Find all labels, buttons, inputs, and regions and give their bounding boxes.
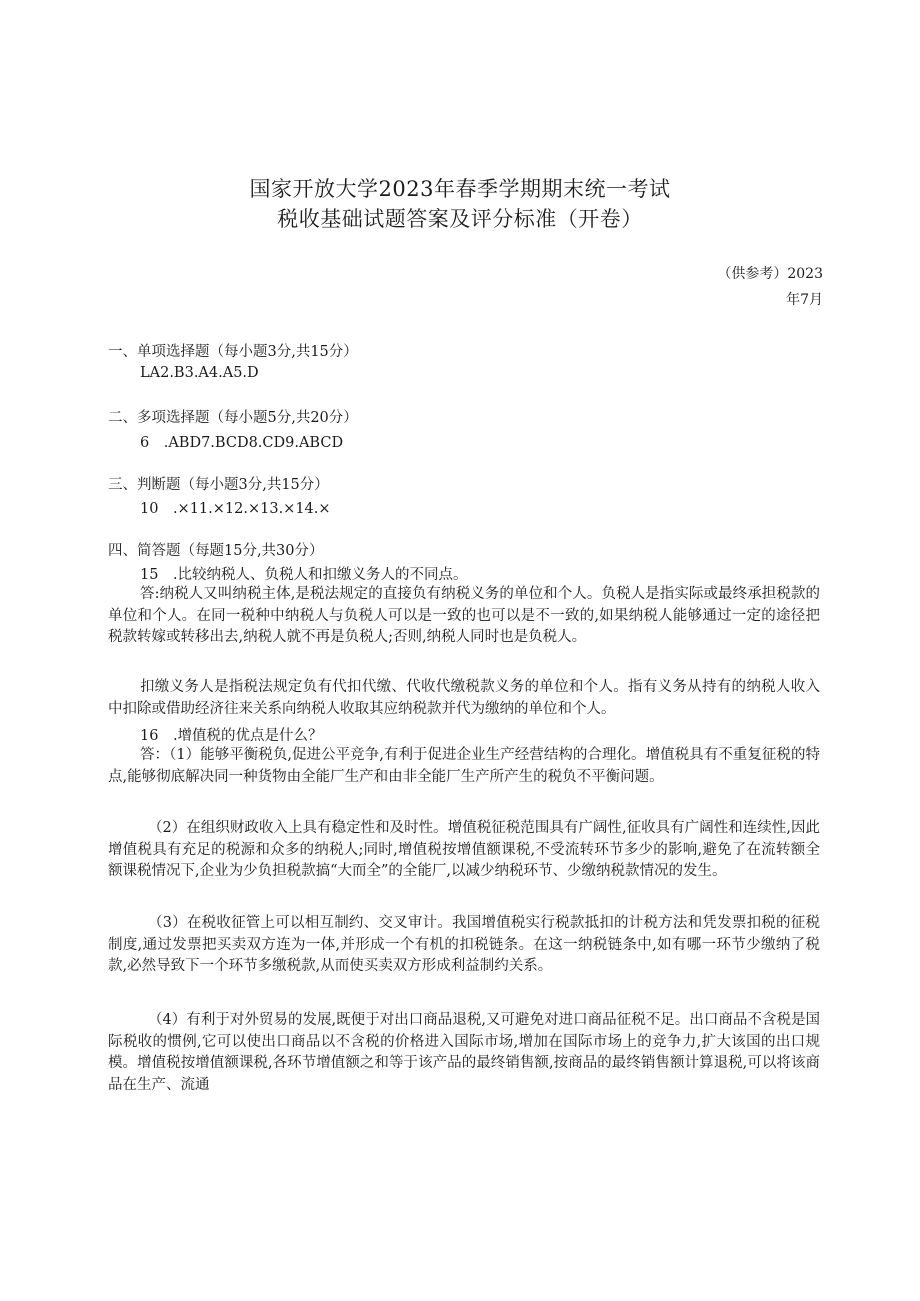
- question-15: 15 .比较纳税人、负税人和扣缴义务人的不同点。: [140, 567, 468, 583]
- reference-date: 年7月: [786, 292, 823, 308]
- section-3-heading: 三、判断题（每小题3分,共15分）: [108, 477, 329, 493]
- title-line-1: 国家开放大学2023年春季学期期末统一考试: [249, 177, 671, 201]
- section-2-answers: 6 .ABD7.BCD8.CD9.ABCD: [140, 435, 344, 451]
- question-16: 16 .增值税的优点是什么？: [140, 728, 323, 744]
- section-4-heading: 四、简答题（每题15分,共30分）: [108, 543, 324, 559]
- section-3-answers: 10 .×11.×12.×13.×14.×: [140, 501, 331, 517]
- q15-answer-paragraph-2: 扣缴义务人是指税法规定负有代扣代缴、代收代缴税款义务的单位和个人。指有义务从持有的纳税人收入中扣除或借助经济往来关系向纳税人收取其应纳税款并代为缴纳的单位和个人。: [108, 679, 820, 717]
- q16-answer-paragraph-4: （4）有利于对外贸易的发展,既便于对出口商品退税,又可避免对进口商品征税不足。出口商品不含税是国际税收的惯例,它可以使出口商品以不含税的价格进入国际市场,增加在国际市场上的竞争力,扩大该国的出口规模。增值税按增值额课税,各环节增值额之和等于该产品的最终销售额,按商品的最终销售额计算退税,可以将该商品在生产、流通: [108, 1012, 820, 1093]
- q15-answer-paragraph-1: 答:纳税人又叫纳税主体,是税法规定的直接负有纳税义务的单位和个人。负税人是指实际或最终承担税款的单位和个人。在同一税种中纳税人与负税人可以是一致的也可以是不一致的,如果纳税人能够通过一定的途径把税款转嫁或转移出去,纳税人就不再是负税人;否则,纳税人同时也是负税人。: [108, 586, 820, 645]
- q16-answer-paragraph-2: （2）在组织财政收入上具有稳定性和及时性。增值税征税范围具有广阔性,征收具有广阔性和连续性,因此增值税具有充足的税源和众多的纳税人;同时,增值税按增值额课税,不受流转环节多少的影响,避免了在流转额全额课税情况下,企业为少负担税款搞“大而全”的全能厂,以减少纳税环节、少缴纳税款情况的发生。: [108, 820, 820, 879]
- title-line-2: 税收基础试题答案及评分标准（开卷）: [277, 207, 643, 231]
- q16-answer-paragraph-3: （3）在税收征管上可以相互制约、交叉审计。我国增值税实行税款抵扣的计税方法和凭发票扣税的征税制度,通过发票把买卖双方连为一体,并形成一个有机的扣税链条。在这一纳税链条中,如有哪一环节少缴纳了税款,必然导致下一个环节多缴税款,从而使买卖双方形成利益制约关系。: [108, 915, 820, 974]
- q16-answer-paragraph-1: 答：（1）能够平衡税负,促进公平竞争,有利于促进企业生产经营结构的合理化。增值税具有不重复征税的特点,能够彻底解决同一种货物由全能厂生产和由非全能厂生产所产生的税负不平衡问题。: [108, 747, 820, 785]
- reference-note: （供参考）2023: [717, 266, 823, 282]
- section-2-heading: 二、多项选择题（每小题5分,共20分）: [108, 410, 358, 426]
- section-1-answers: LA2.B3.A4.A5.D: [140, 365, 259, 381]
- section-1-heading: 一、单项选择题（每小题3分,共15分）: [108, 344, 358, 360]
